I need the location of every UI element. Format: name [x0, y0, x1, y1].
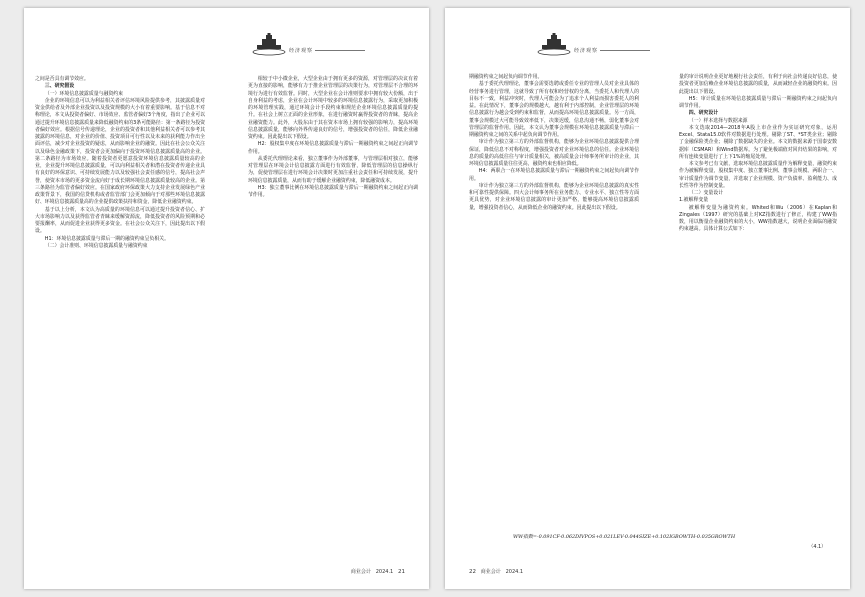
footer-journal-name: 商业会计 [350, 569, 371, 575]
hypothesis: H5：审计质量在环境信息披露质量与滞后一期融资约束之间起负向调节作用。 [679, 95, 837, 109]
paragraph: 本文参考已有文献，选取环境信息披露质量作为解释变量，融资约束作为被解释变量，股权集中度、独立董事比例、董事会规模、两职合一、审计质量作为调节变量，并选取了企业规模、资产负债率、盈利能力、成长性等作为控制变量。 [679, 161, 837, 189]
paragraph: 量的审计说明企业更好地履行社会责任，有利于向社会传递良好信息，使投资者更加信赖企业环境信息披露的质量，从而减轻企业的融资约束。因此提出以下假设。 [679, 74, 837, 95]
journal-brand: 经济观察 [289, 48, 314, 54]
right-page [445, 8, 850, 589]
right-column-1 [469, 74, 639, 212]
formula-number: （4.1） [808, 544, 826, 550]
subsection-heading: （二）变量设计 [688, 190, 724, 196]
paragraph: 从委托代理理论来看，独立董事作为外部董事，与管理层相对独立，能够对管理层在环境会计信息披露方面进行有效监督，降低管理层的信息操纵行为，促使管理层在进行环境会计决策时更加注重社会责任和可持续发展，提升环境信息披露质量，从而有助于缓解企业融资约束，降低融资成本。 [248, 155, 418, 184]
paragraph: 基于委托代理理论，董事会需要选聘或委任专业的管理人员对企业具体的经营事务进行管理，这就导致了所有权和经营权的分离，当委托人和代理人的目标不一致，利益冲突时，代理人可能会为了追求个人利益而损害委托人的利益。在此情况下，董事会的规模越大，越有利于内部控制，企业管理层的环境信息披露行为越会受到约束和监督，从而提高环境信息披露质量。另一方面，董事会规模过大可能导致效率低下，决策迟缓，信息沟通不畅，弱化董事会对管理层的监督作用。因此，本文认为董事会规模在环境信息披露质量与滞后一期融资约束之间的关系中起负向调节作用。 [469, 81, 639, 138]
section-heading: 四、研究设计 [688, 110, 719, 117]
header-rule [600, 50, 650, 51]
footer-journal-name: 商业会计 [480, 569, 501, 575]
left-column-1 [35, 76, 205, 250]
journal-emblem-icon [534, 30, 574, 60]
subsection-heading: （一）样本选择与数据来源 [688, 117, 748, 124]
subsection-heading: （一）环境信息披露质量与融资约束 [44, 90, 124, 97]
journal-logo [249, 30, 369, 64]
section-heading: 三、研究假设 [44, 83, 75, 90]
page-number: 21 [398, 569, 405, 575]
hypothesis: H3：独立董事比例在环境信息披露质量与滞后一期融资约束之间起正向调节作用。 [248, 184, 418, 198]
left-footer [351, 568, 405, 575]
journal-brand: 经济观察 [574, 48, 599, 54]
right-column-2 [679, 74, 837, 234]
paragraph: 期融资约束之间起负向调节作用。 [469, 74, 543, 80]
paragraph: 被解释变量为融资约束。Whited和Wu（2006）在Kaplan和Zingales（1997）研究的基础上对KZ指数进行了修正，构建了WW指数，用以衡量企业融资约束的大小，WW指数越大，说明企业面临的融资约束越高。具体计算公式如下： [679, 204, 837, 233]
paragraph: 审计作为独立第三方的外部监督机构，能够为企业环境信息披露提供合理保证，降低信息不对称程度，增强投资者对企业环境信息的信任。企业环境信息的质量的高低往往与审计质量相关，被高质量会计师事务所审计的企业，其环境信息披露质量往往更高，融资约束也相应降低。 [469, 139, 639, 167]
paragraph: 之间是否具有调节效应。 [35, 76, 89, 82]
paragraph: 1.被解释变量 [679, 197, 709, 204]
left-page [24, 8, 429, 589]
journal-emblem-icon [249, 30, 289, 60]
footer-year: 2024.1 [505, 569, 524, 575]
header-rule [315, 50, 365, 51]
hypothesis: H4：两职合一在环境信息披露质量与滞后一期融资约束之间起负向调节作用。 [469, 168, 639, 182]
journal-logo [534, 30, 654, 64]
ww-formula: WW指数=-0.091CF-0.062DIVPOS+0.021LEV-0.044SIZE+0.102IGBOWTH-0.035GROWTH [513, 534, 736, 540]
hypothesis: H2：股权集中度在环境信息披露质量与滞后一期融资约束之间起正向调节作用。 [248, 141, 418, 155]
right-footer [469, 568, 523, 575]
footer-year: 2024.1 [375, 569, 394, 575]
paragraph: 企业的环境信息可以为利益相关者评估环境风险提供参考，其披露质量对资金供给者及外部企业投资以及投资规模的大小有着重要影响。基于信息不对称理论，本文从投资者偏好、市场效应、监管者偏好3个角度，指出了企业可以通过提升环境信息披露质量来降低融资约束的3条可能路径：第一条路径为投资者偏好效应。根据信号传递理论，企业的投资者和其他利益相关者可以参考其披露的环境信息，对企业的价值、投资项目可行性以及未来的获利能力作出全面评估，减少对企业投资的疑虑，从而影响企业的融资。因此在社会公众关注以及绿色金融政策下，投资者会更加偏向于投资环境信息披露质量高的企业。第二条路径为市场效应。随着投资者更愿意投资环境信息披露质量较高的企业，企业提升环境信息披露质量，可以向利益相关者和潜在投资者传递企业具有良好的环保意识、可持续发展能力以及较强社会责任感的信号，提高社会声誉，使资本市场的更多资金流向好于成长期环境信息披露质量较高的企业。第三条路径为监管者偏好效应。在国家政府环保政策大力支持企业发展绿色产业政策背景下，我国的信贷机构或者监管部门会更加倾向于对那些环境信息披露好、环境信息披露质量高的企业提供政策扶持和资金，降低企业融资约束。 [35, 97, 205, 206]
page-number: 22 [469, 569, 476, 575]
paragraph: 审计作为独立第三方的外部监督机构，能够为企业环境信息披露的真实性和可靠性提供保障。四大会计师事务所在业务能力、专业水平、独立性等方面更具优势，对企业环境信息披露的审计更加严格，能够提高环境信息披露质量，增强投资者信心，从而降低企业的融资约束。因此提出以下假设。 [469, 182, 639, 211]
paragraph: 基于以上分析，本文认为高质量的环境信息可以通过提升投资者信心、扩大市场影响力以及获得监管者青睐来缓解资源流，降低投资者的风险预期和必要报酬率，从而促进企业获得更多资金。在社会公众关注下，因此提出以下假设。 [35, 206, 205, 235]
subsection-heading: （二）会计准则、环境信息披露质量与融资约束 [44, 242, 148, 249]
paragraph: 相较于中小微企业，大型企业由于拥有更多的资源，对管理层的决议有着更为直接的影响，能够有力于推企业管理层的决策行为，对管理层不合理的环境行为进行有效监督。同时，大型企业在会计准则要求中拥有较大份额，出于自身利益的考虑，企业在会计环境中较多的环境信息披露行为，采取更加积极的环境管理实践，通过环境会计手段约束和规范企业环境信息披露质量的提升。在社会上树立正面的企业形象，在进行融资时赢得投资者的青睐，提高企业融资能力。此外，大股东由于其在资本市场上拥有较强的影响力，提高环境信息披露质量，能够向外界传递良好的信号，增强投资者的信任，降低企业融资约束。因此提出以下假设。 [248, 76, 418, 140]
paragraph: 本文选取2014—2018年A股上市企业作为实证研究对象，运用Excel、Stata15.0软件对数据进行处理。剔除了ST、*ST类企业；剔除了金融保险类企业；剔除了数据缺失的企业。本文的数据来源于国泰安数据库（CSMAR）和Wind数据库。为了避免极端值对回归结果的影响，对所有连续变量进行了上下1%的缩尾处理。 [679, 124, 837, 160]
left-column-2 [248, 76, 418, 199]
hypothesis: H1：环境信息披露质量与滞后一期的融资约束呈负相关。 [44, 235, 169, 242]
